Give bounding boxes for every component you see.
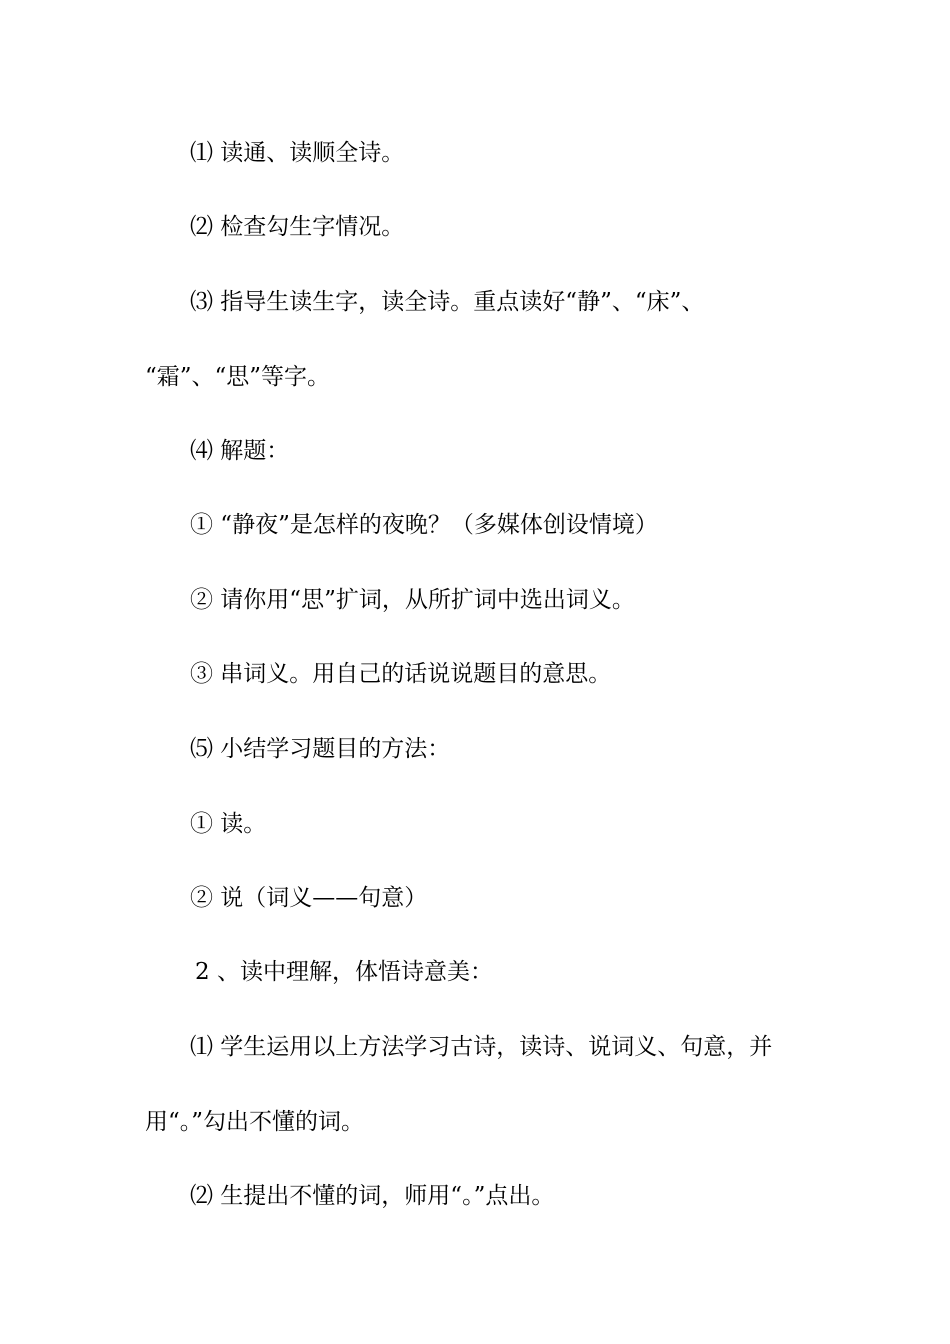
section-heading: 2 、读中理解，体悟诗意美：	[195, 959, 493, 985]
paragraph-line: “霜”、“思”等字。	[145, 364, 331, 390]
paragraph-line: ⑴ 学生运用以上方法学习古诗，读诗、说词义、句意，并	[190, 1034, 773, 1060]
paragraph-line: ① “静夜”是怎样的夜晚？（多媒体创设情境）	[190, 512, 658, 538]
paragraph-line: ② 请你用“思”扩词，从所扩词中选出词义。	[190, 587, 635, 613]
paragraph-line: ⑶ 指导生读生字，读全诗。重点读好“静”、“床”、	[190, 289, 705, 315]
paragraph-line: ⑵ 生提出不懂的词，师用“。”点出。	[190, 1183, 555, 1209]
paragraph-line: ② 说（词义——句意）	[190, 885, 428, 911]
paragraph-line: ① 读。	[190, 811, 267, 837]
paragraph-line: ⑵ 检查勾生字情况。	[190, 214, 405, 240]
paragraph-line: 用“。”勾出不懂的词。	[145, 1109, 365, 1135]
paragraph-line: ⑸ 小结学习题目的方法：	[190, 736, 451, 762]
paragraph-line: ⑴ 读通、读顺全诗。	[190, 140, 405, 166]
paragraph-line: ③ 串词义。用自己的话说说题目的意思。	[190, 661, 612, 687]
paragraph-line: ⑷ 解题：	[190, 438, 290, 464]
